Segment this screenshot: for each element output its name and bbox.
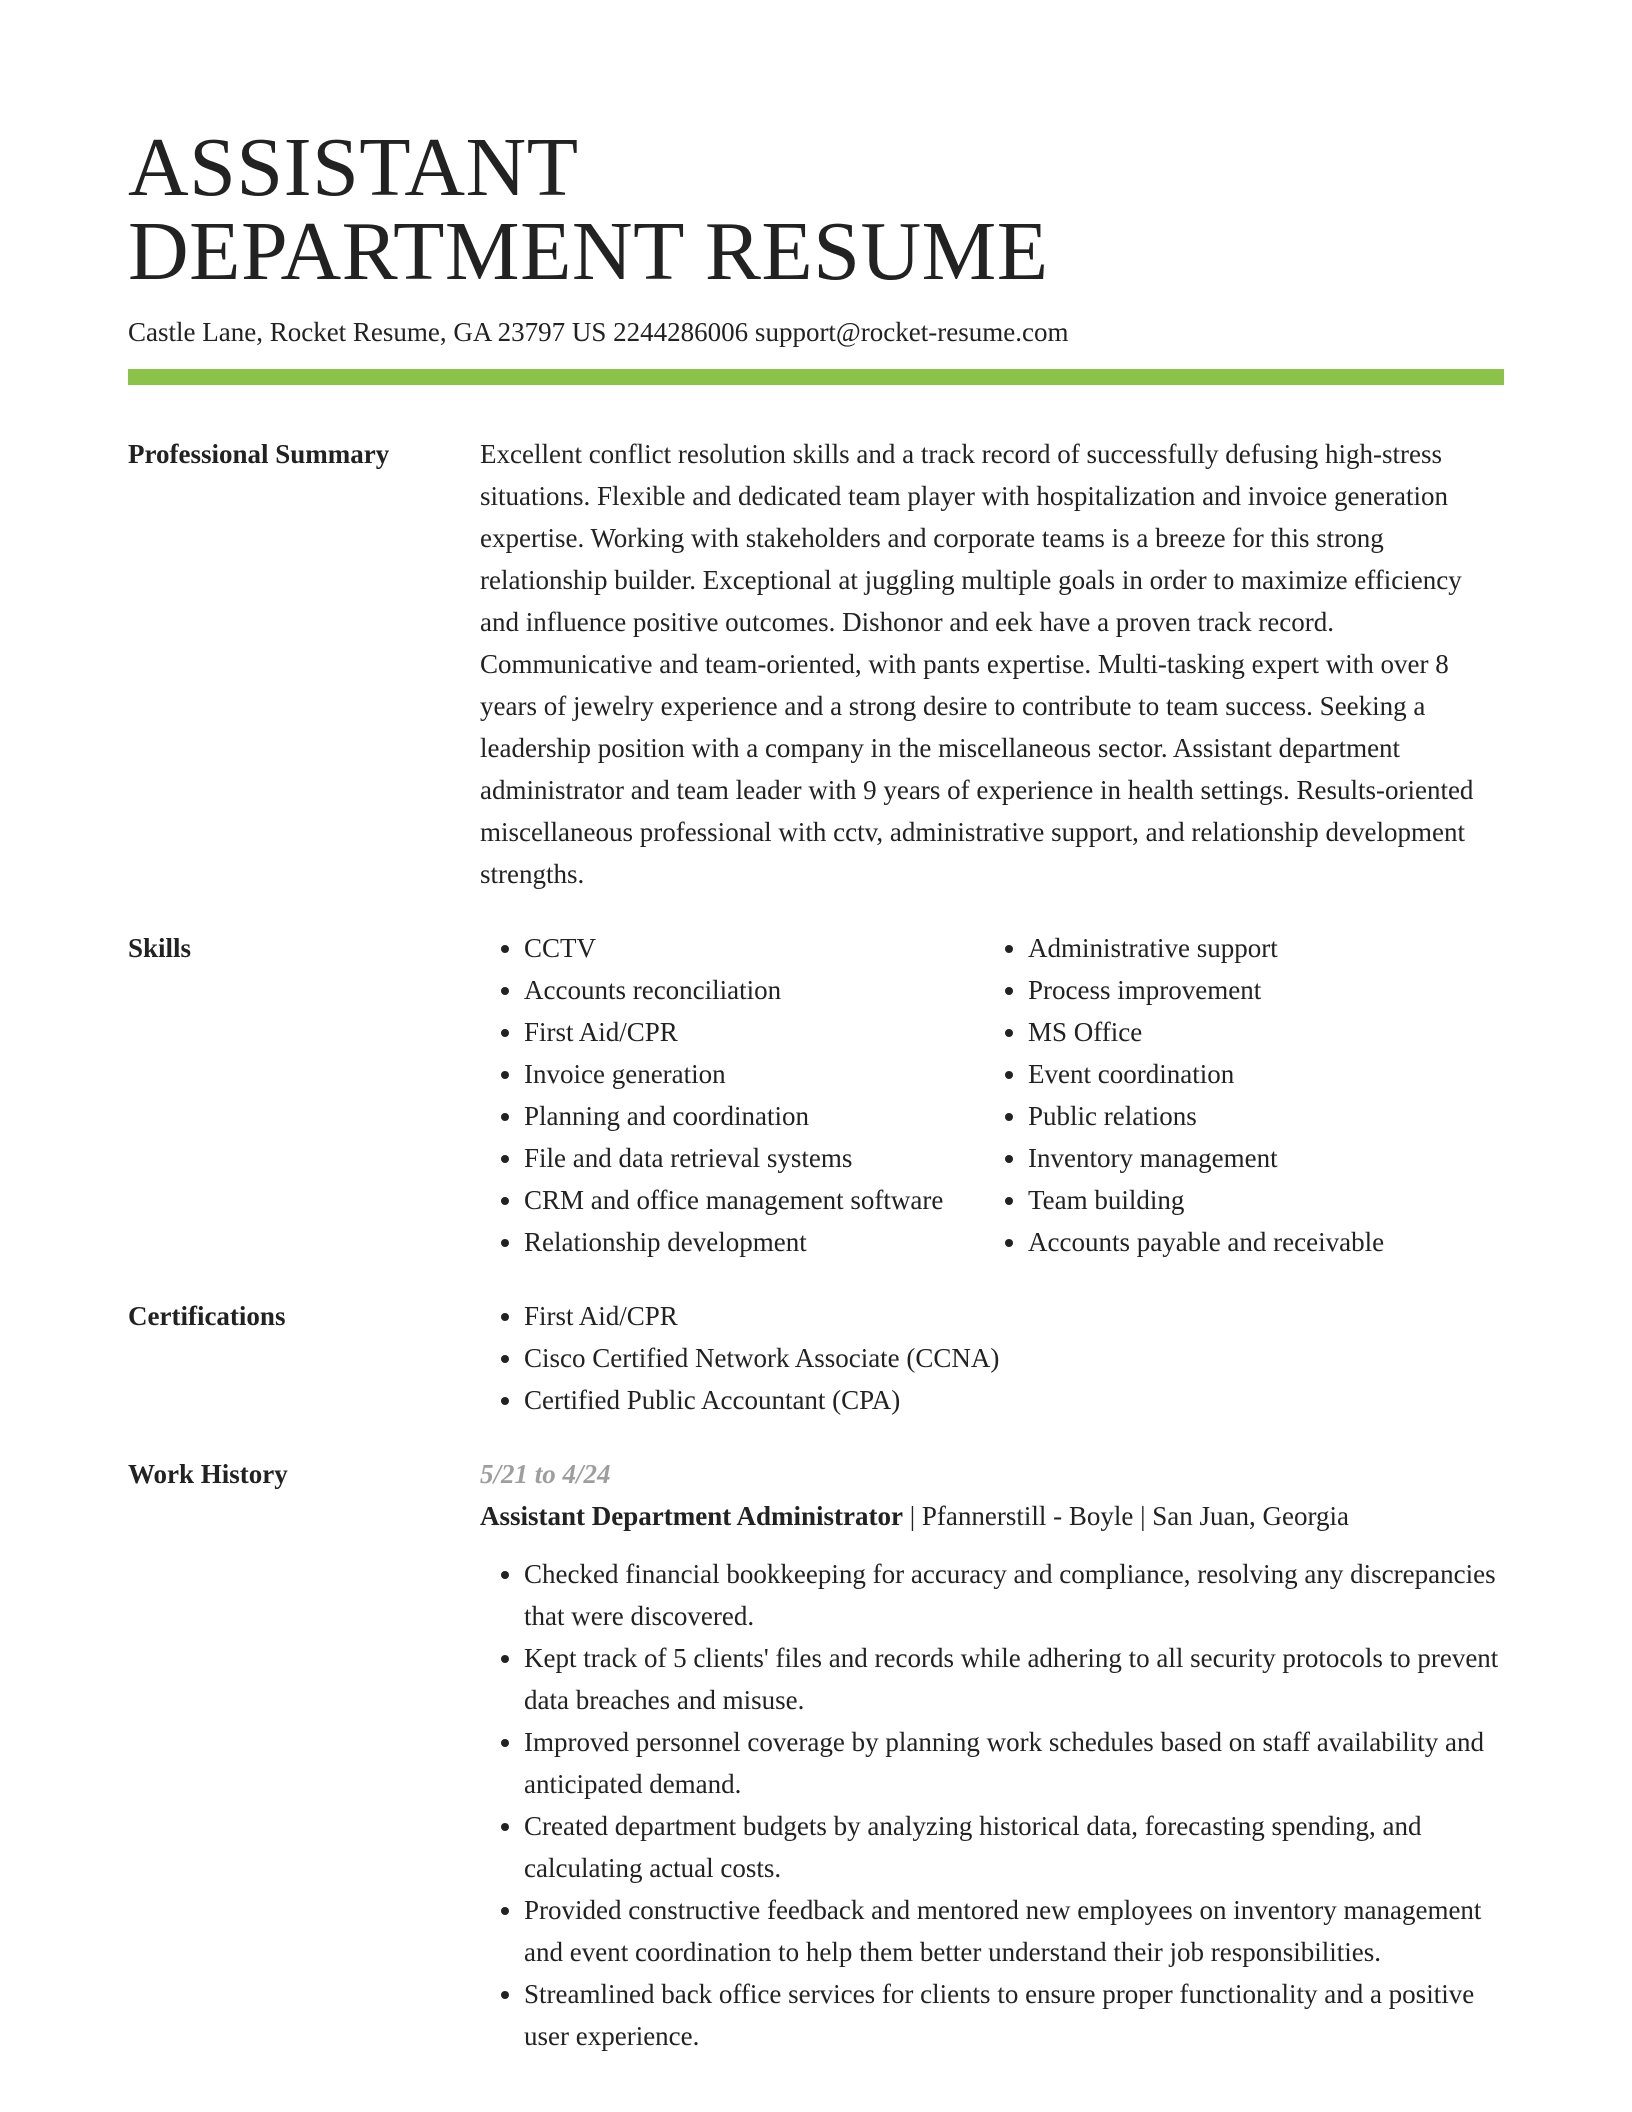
job-bullet: • Streamlined back office services for clients to ensure proper functionality and a positive user experience. [524, 1973, 1504, 2057]
section-heading: Certifications [128, 1301, 286, 1331]
job-dates: 5/21 to 4/24 [480, 1459, 611, 1489]
resume-title [128, 0, 1504, 298]
section-heading: Work History [128, 1459, 288, 1489]
skills-list-left [480, 927, 984, 1263]
skill-item: • File and data retrieval systems [524, 1137, 984, 1179]
resume-title-line-2: DEPARTMENT RESUME [128, 205, 1049, 298]
professional-summary-section [128, 433, 1504, 895]
section-heading: Skills [128, 933, 192, 963]
certification-item: • First Aid/CPR [524, 1295, 1504, 1337]
job-bullet: • Created department budgets by analyzing historical data, forecasting spending, and calculating actual costs. [524, 1805, 1504, 1889]
certifications-section [128, 1295, 1504, 1421]
contact-info: Castle Lane, Rocket Resume, GA 23797 US 2244286006 support@rocket-resume.com [128, 317, 1069, 347]
section-body [480, 433, 1504, 895]
skill-item: • Administrative support [1028, 927, 1528, 969]
job-company-location: | Pfannerstill - Boyle | San Juan, Georgia [902, 1501, 1349, 1531]
resume-page [128, 0, 1504, 2057]
job-bullet: • Provided constructive feedback and mentored new employees on inventory management and event coordination to help them better understand their job responsibilities. [524, 1889, 1504, 1973]
skill-item: • Invoice generation [524, 1053, 984, 1095]
summary-text: Excellent conflict resolution skills and a track record of successfully defusing high-stress situations. Flexible and dedicated team player with hospitalization and invoice generation expertise. Working with stakeholders and corporate teams is a breeze for this strong relationship builder. Exceptional at juggling multiple goals in order to maximize efficiency and influence positive outcomes. Dishonor and eek have a proven track record. Communicative and team-oriented, with pants expertise. Multi-tasking expert with over 8 years of jewelry experience and a strong desire to contribute to team success. Seeking a leadership position with a company in the miscellaneous sector. Assistant department administrator and team leader with 9 years of experience in health settings. Results-oriented miscellaneous professional with cctv, administrative support, and relationship development strengths. [480, 439, 1474, 889]
certifications-list [480, 1295, 1504, 1421]
skill-item: • Planning and coordination [524, 1095, 984, 1137]
certification-item: • Cisco Certified Network Associate (CCNA) [524, 1337, 1504, 1379]
accent-divider [128, 369, 1504, 385]
skill-item: • Accounts reconciliation [524, 969, 984, 1011]
skill-item: • Inventory management [1028, 1137, 1528, 1179]
skill-item: • MS Office [1028, 1011, 1528, 1053]
job-bullet: • Checked financial bookkeeping for accuracy and compliance, resolving any discrepancies that were discovered. [524, 1553, 1504, 1637]
job-heading [480, 1495, 1504, 1537]
section-body [480, 1453, 1504, 2057]
skill-item: • Process improvement [1028, 969, 1528, 1011]
job-bullet: • Kept track of 5 clients' files and records while adhering to all security protocols to prevent data breaches and misuse. [524, 1637, 1504, 1721]
job-bullets [480, 1553, 1504, 2057]
skill-item: • First Aid/CPR [524, 1011, 984, 1053]
skill-item: • Public relations [1028, 1095, 1528, 1137]
resume-title-line-1: ASSISTANT [128, 121, 579, 214]
skill-item: • Accounts payable and receivable [1028, 1221, 1528, 1263]
section-heading: Professional Summary [128, 439, 390, 469]
skill-item: • Event coordination [1028, 1053, 1528, 1095]
skill-item: • Relationship development [524, 1221, 984, 1263]
work-history-section [128, 1453, 1504, 2057]
skill-item: • CRM and office management software [524, 1179, 984, 1221]
job-bullet: • Improved personnel coverage by planning work schedules based on staff availability and anticipated demand. [524, 1721, 1504, 1805]
section-body [480, 1295, 1504, 1421]
job-title: Assistant Department Administrator [480, 1501, 903, 1531]
skill-item: • Team building [1028, 1179, 1528, 1221]
certification-item: • Certified Public Accountant (CPA) [524, 1379, 1504, 1421]
skill-item: • CCTV [524, 927, 984, 969]
skills-section [128, 927, 1504, 1263]
skills-list-right [984, 927, 1528, 1263]
skills-columns [480, 927, 1528, 1263]
